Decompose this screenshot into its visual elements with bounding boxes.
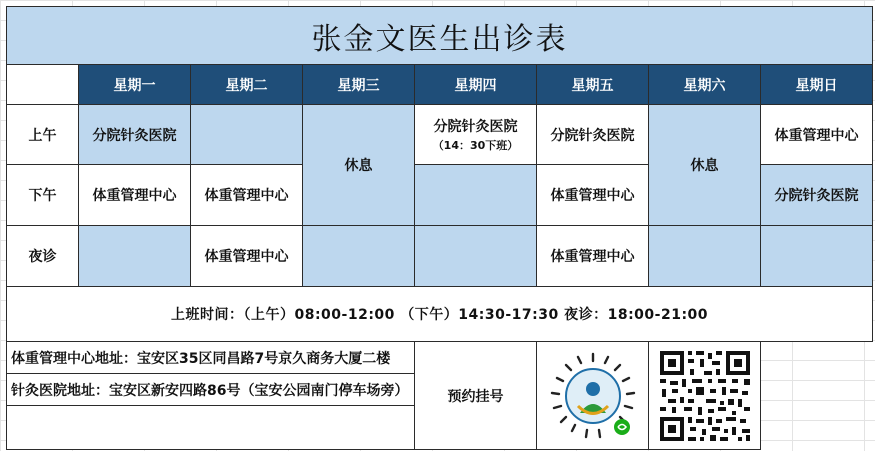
qr-code-icon[interactable]	[658, 349, 752, 443]
cell-mon-pm: 体重管理中心	[79, 165, 191, 226]
acupuncture-hospital-address: 针灸医院地址：宝安区新安四路86号（宝安公园南门停车场旁）	[7, 374, 415, 406]
day-header-fri: 星期五	[537, 65, 649, 105]
day-header-sun: 星期日	[761, 65, 873, 105]
day-header-sat: 星期六	[649, 65, 761, 105]
cell-thu-night	[415, 226, 537, 287]
cell-tue-pm: 体重管理中心	[191, 165, 303, 226]
cell-thu-am-label: 分院针灸医院	[433, 119, 518, 135]
blank-address-row	[7, 406, 415, 450]
cell-mon-am: 分院针灸医院	[79, 105, 191, 165]
cell-fri-am: 分院针灸医院	[537, 105, 649, 165]
day-header-tue: 星期二	[191, 65, 303, 105]
day-header-thu: 星期四	[415, 65, 537, 105]
schedule-sheet	[6, 6, 872, 449]
weight-center-address: 体重管理中心地址：宝安区35区同昌路7号京久商务大厦二楼	[7, 342, 415, 374]
qr-code-cell	[649, 342, 761, 450]
period-night: 夜诊	[7, 226, 79, 287]
cell-wed-rest: 休息	[303, 105, 415, 226]
mini-program-code-icon[interactable]	[548, 351, 638, 441]
cell-thu-am-note: （14：30下班）	[432, 139, 519, 152]
cell-sun-pm: 分院针灸医院	[761, 165, 873, 226]
cell-thu-am	[415, 105, 537, 165]
cell-tue-am	[191, 105, 303, 165]
schedule-title: 张金文医生出诊表	[7, 7, 873, 65]
working-hours: 上班时间：（上午）08:00-12:00 （下午）14:30-17:30 夜诊：18:00-21:00	[7, 287, 873, 342]
cell-sat-night	[649, 226, 761, 287]
cell-fri-night: 体重管理中心	[537, 226, 649, 287]
day-header-wed: 星期三	[303, 65, 415, 105]
period-morning: 上午	[7, 105, 79, 165]
cell-tue-night: 体重管理中心	[191, 226, 303, 287]
day-header-mon: 星期一	[79, 65, 191, 105]
cell-mon-night	[79, 226, 191, 287]
booking-label: 预约挂号	[415, 342, 537, 450]
cell-sun-night	[761, 226, 873, 287]
cell-sat-rest: 休息	[649, 105, 761, 226]
cell-sun-am: 体重管理中心	[761, 105, 873, 165]
mini-program-cell	[537, 342, 649, 450]
cell-thu-pm	[415, 165, 537, 226]
corner-cell	[7, 65, 79, 105]
cell-fri-pm: 体重管理中心	[537, 165, 649, 226]
cell-wed-night	[303, 226, 415, 287]
schedule-table	[6, 6, 873, 450]
period-afternoon: 下午	[7, 165, 79, 226]
